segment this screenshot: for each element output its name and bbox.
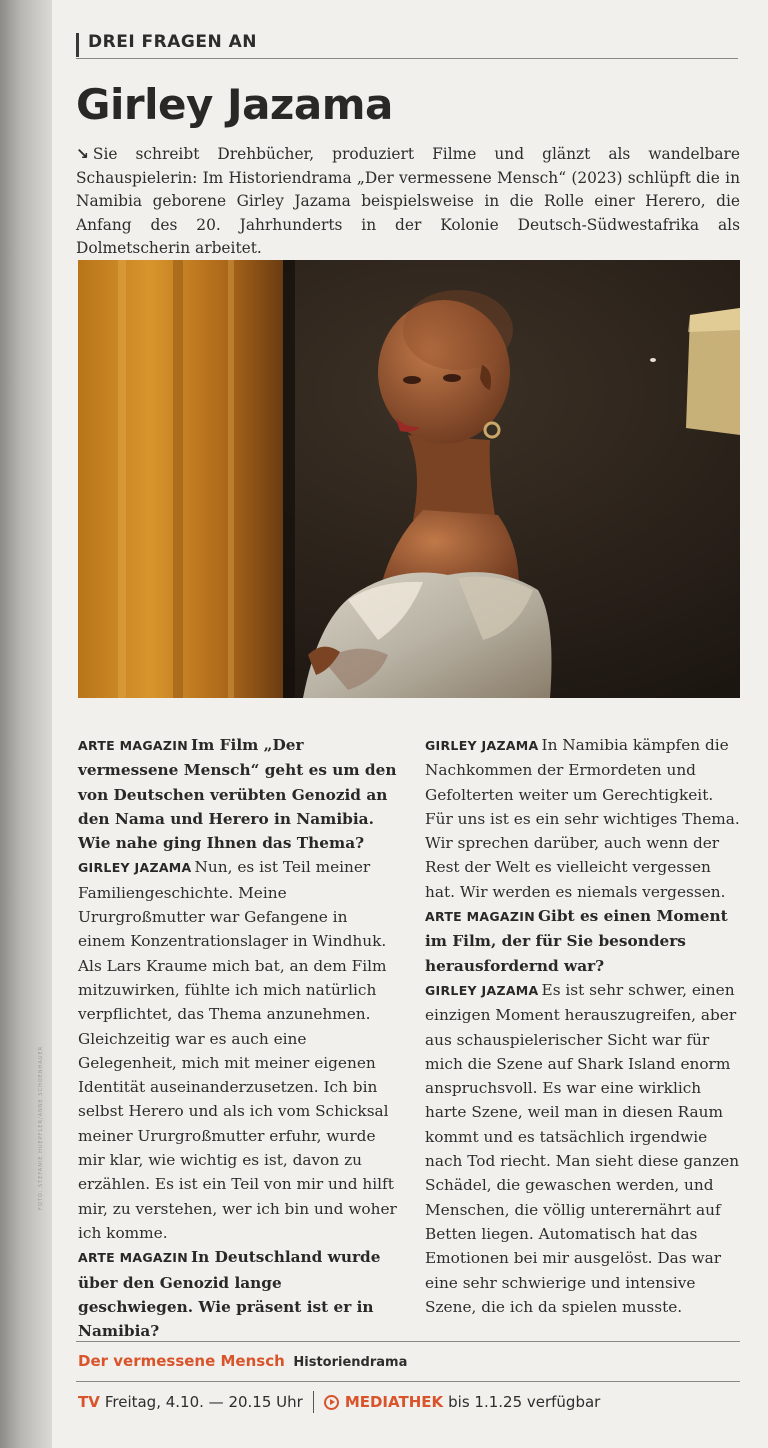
interview-paragraph bbox=[78, 1245, 398, 1343]
interview-paragraph bbox=[425, 978, 745, 1319]
section-kicker: DREI FRAGEN AN bbox=[88, 32, 258, 52]
answer-text: Nun, es ist Teil meiner Familiengeschichte. Meine Ururgroßmutter war Gefangene in einem Konzentrationslager in Windhuk. Als Lars Kraume mich bat, an dem Film mitzuwirken, fühlte ich mich natürlich verpflichtet, das Thema anzunehmen. Gleichzeitig war es auch eine Gelegenheit, mich mit meiner eigenen Identität auseinanderzusetzen. Ich bin selbst Herero und als ich vom Schicksal meiner Ururgroßmutter erfuhr, wurde mir klar, wie wichtig es ist, davon zu erzählen. Es ist ein Teil von mir und hilft mir, zu verstehen, wer ich bin und woher ich komme. bbox=[78, 858, 397, 1242]
footer-rule bbox=[76, 1341, 740, 1342]
portrait-photo bbox=[78, 260, 740, 698]
page-title: Girley Jazama bbox=[76, 80, 393, 129]
tv-label: TV bbox=[78, 1393, 100, 1411]
arrow-icon: ↘ bbox=[76, 145, 89, 163]
intro-text: Sie schreibt Drehbücher, produziert Filme und glänzt als wandelbare Schauspielerin: Im Historiendrama „Der vermessene Mensch“ (2023) schlüpft die in Namibia geborene Girley Jazama beispielsweise in die Rolle einer Herero, die Anfang des 20. Jahrhunderts in der Kolonie Deutsch-Südwestafrika als Dolmetscherin arbeitet. bbox=[76, 145, 740, 257]
answer-text: In Namibia kämpfen die Nachkommen der Ermordeten und Gefolterten weiter um Gerechtigkeit. Für uns ist es ein sehr wichtiges Thema. Wir sprechen darüber, auch wenn der Rest der Welt es vielleicht vergessen hat. Wir werden es niemals vergessen. bbox=[425, 736, 740, 901]
kicker-bar bbox=[76, 33, 79, 57]
speaker-label: GIRLEY JAZAMA bbox=[425, 738, 539, 753]
speaker-label: GIRLEY JAZAMA bbox=[425, 982, 539, 998]
speaker-label: ARTE MAGAZIN bbox=[78, 1250, 188, 1266]
answer-text: Es ist sehr schwer, einen einzigen Moment herauszugreifen, aber aus schauspielerischer Sicht war für mich die Szene auf Shark Island enorm anspruchsvoll. Es war eine wirklich harte Szene, weil man in diesen Raum kommt und es tatsächlich irgendwie nach Tod riecht. Man sieht diese ganzen Schädel, die gewaschen werden, und Menschen, die völlig unterernährt auf Betten liegen. Automatisch hat das Emotionen bei mir ausgelöst. Das war eine sehr schwierige und intensive Szene, die ich da spielen musste. bbox=[425, 980, 740, 1316]
divider bbox=[313, 1391, 314, 1413]
question-text: Gibt es einen Moment im Film, der für Sie besonders herausfordernd war? bbox=[425, 907, 728, 975]
film-genre: Historiendrama bbox=[293, 1355, 408, 1370]
film-info bbox=[78, 1352, 407, 1370]
mediathek-availability: bis 1.1.25 verfügbar bbox=[448, 1393, 601, 1411]
top-rule bbox=[76, 58, 738, 59]
film-title: Der vermessene Mensch bbox=[78, 1352, 285, 1370]
page-gutter-shadow bbox=[0, 0, 52, 1448]
interview-column-left bbox=[78, 733, 398, 1343]
play-icon bbox=[324, 1395, 339, 1410]
question-text: Im Film „Der vermessene Mensch“ geht es um den von Deutschen verübten Genozid an den Nama und Herero in Namibia. Wie nahe ging Ihnen das Thema? bbox=[78, 736, 397, 853]
photo-credit: FOTO: STEFANIE HUEPFLER/ANNE SCHOENHAUER bbox=[38, 1045, 44, 1210]
question-text: In Deutschland wurde über den Genozid lange geschwiegen. Wie präsent ist er in Namibia? bbox=[78, 1248, 381, 1341]
speaker-label: ARTE MAGAZIN bbox=[425, 909, 535, 925]
interview-paragraph bbox=[425, 904, 745, 978]
broadcast-info bbox=[78, 1391, 600, 1413]
intro-paragraph bbox=[76, 143, 740, 261]
speaker-label: GIRLEY JAZAMA bbox=[78, 860, 192, 876]
interview-paragraph bbox=[78, 733, 398, 855]
speaker-label: ARTE MAGAZIN bbox=[78, 738, 188, 753]
interview-paragraph bbox=[425, 733, 745, 904]
tv-time: Freitag, 4.10. — 20.15 Uhr bbox=[104, 1393, 303, 1411]
footer-rule bbox=[76, 1381, 740, 1382]
interview-column-right bbox=[425, 733, 745, 1319]
interview-paragraph bbox=[78, 855, 398, 1245]
mediathek-label: MEDIATHEK bbox=[344, 1393, 444, 1411]
portrait-illustration bbox=[78, 260, 740, 698]
